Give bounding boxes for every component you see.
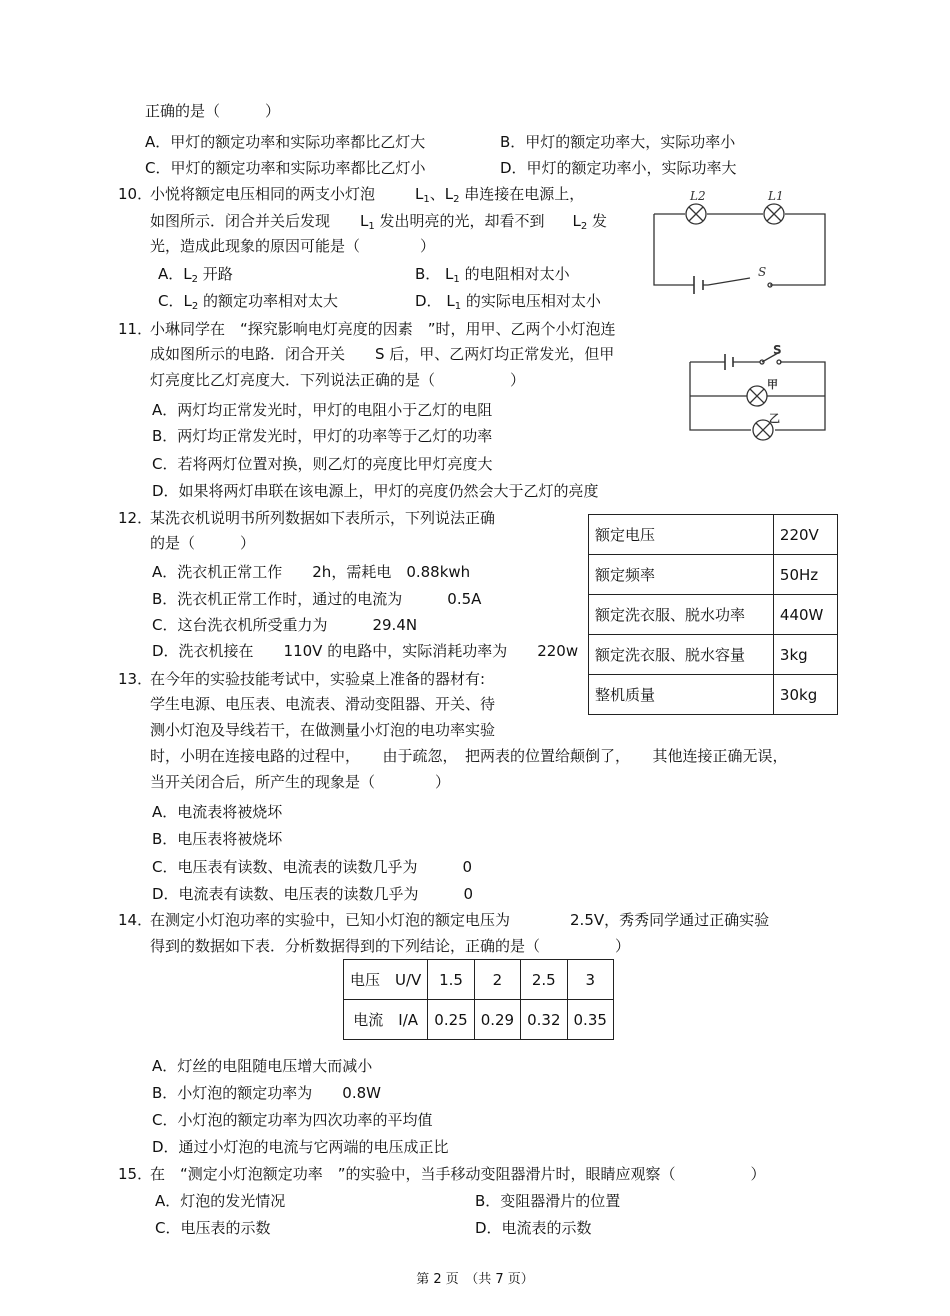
q9-option-d: D．甲灯的额定功率小，实际功率大 [500, 159, 737, 177]
q10-stem-line2: 如图所示．闭合并关后发现 $L_1$ 发出明亮的光，却看不到 $L_2$ 发 [150, 212, 608, 232]
q12-number: 12． [118, 509, 153, 527]
q9-stem-tail: 正确的是（ ） [145, 102, 281, 120]
q15-option-d: D．电流表的示数 [475, 1219, 592, 1237]
q12-option-d: D．洗衣机接在 110V 的电路中，实际消耗功率为 220w [152, 642, 579, 660]
q14-option-d: D．通过小灯泡的电流与它两端的电压成正比 [152, 1138, 449, 1156]
q14-stem-line2: 得到的数据如下表．分析数据得到的下列结论，正确的是（ ） [150, 937, 631, 955]
table-row: 整机质量 30kg [589, 675, 838, 715]
label-s: S [773, 343, 782, 357]
q13-option-b: B．电压表将被烧坏 [152, 830, 283, 848]
table-row: 额定电压 220V [589, 515, 838, 555]
q12-option-b: B．洗衣机正常工作时，通过的电流为 0.5A [152, 590, 482, 608]
battery-icon [694, 276, 703, 294]
table-row: 电压 U/V 1.5 2 2.5 3 [344, 960, 614, 1000]
label-l1: L1 [768, 189, 784, 203]
q9-option-c: C．甲灯的额定功率和实际功率都比乙灯小 [145, 159, 426, 177]
q13-option-a: A．电流表将被烧坏 [152, 803, 283, 821]
q10-option-a: A．$L_2$ 开路 [158, 265, 233, 285]
q11-circuit-diagram [685, 342, 830, 442]
q13-stem-line4: 时，小明在连接电路的过程中， 由于疏忽， 把两表的位置给颠倒了， 其他连接正确无误， [150, 747, 788, 765]
q15-number: 15． [118, 1165, 153, 1183]
q11-option-d: D．如果将两灯串联在该电源上，甲灯的亮度仍然会大于乙灯的亮度 [152, 482, 599, 500]
q11-option-c: C．若将两灯位置对换，则乙灯的亮度比甲灯亮度大 [152, 455, 493, 473]
q15-option-a: A．灯泡的发光情况 [155, 1192, 286, 1210]
q15-stem-line1: 在 “测定小灯泡额定功率 ”的实验中，当手移动变阻器滑片时，眼睛应观察（ ） [150, 1165, 766, 1183]
q15-option-c: C．电压表的示数 [155, 1219, 271, 1237]
q10-stem-line3: 光，造成此现象的原因可能是（ ） [150, 237, 436, 255]
q11-stem-line3: 灯亮度比乙灯亮度大．下列说法正确的是（ ） [150, 371, 526, 389]
label-yi: 乙 [769, 412, 780, 425]
q10-option-d: D． $L_1$ 的实际电压相对太小 [415, 292, 601, 312]
q11-option-a: A．两灯均正常发光时，甲灯的电阻小于乙灯的电阻 [152, 401, 493, 419]
page-footer: 第 2 页 （共 7 页） [416, 1272, 534, 1287]
q11-number: 11． [118, 320, 153, 338]
q13-stem-line1: 在今年的实验技能考试中，实验桌上准备的器材有: [150, 670, 486, 688]
table-row: 额定洗衣服、脱水功率 440W [589, 595, 838, 635]
q12-stem-line2: 的是（ ） [150, 534, 256, 552]
q10-circuit-diagram [650, 190, 830, 300]
q14-stem-line1: 在测定小灯泡功率的实验中，已知小灯泡的额定电压为 2.5V，秀秀同学通过正确实验 [150, 911, 770, 929]
q11-stem-line1: 小琳同学在 “探究影响电灯亮度的因素 ”时，用甲、乙两个小灯泡连 [150, 320, 616, 338]
q12-stem-line1: 某洗衣机说明书所列数据如下表所示，下列说法正确 [150, 509, 496, 527]
table-row: 电流 I/A 0.25 0.29 0.32 0.35 [344, 1000, 614, 1040]
q10-option-c: C．$L_2$ 的额定功率相对太大 [158, 292, 338, 312]
q13-number: 13． [118, 670, 153, 688]
q10-stem-line1: 小悦将额定电压相同的两支小灯泡 $L_1$、$L_2$ 串连接在电源上， [150, 185, 585, 205]
table-row: 额定洗衣服、脱水容量 3kg [589, 635, 838, 675]
q11-stem-line2: 成如图所示的电路．闭合开关 S 后，甲、乙两灯均正常发光，但甲 [150, 345, 615, 363]
table-row: 额定频率 50Hz [589, 555, 838, 595]
label-jia: 甲 [767, 378, 778, 391]
battery-icon [725, 354, 733, 370]
q13-stem-line5: 当开关闭合后，所产生的现象是（ ） [150, 773, 451, 791]
q14-option-c: C．小灯泡的额定功率为四次功率的平均值 [152, 1111, 433, 1129]
q12-spec-table [588, 514, 838, 715]
q14-data-table [343, 959, 614, 1040]
q12-option-a: A．洗衣机正常工作 2h，需耗电 0.88kwh [152, 563, 471, 581]
q15-option-b: B．变阻器滑片的位置 [475, 1192, 621, 1210]
q10-option-b: B． $L_1$ 的电阻相对太小 [415, 265, 570, 285]
q13-option-d: D．电流表有读数、电压表的读数几乎为 0 [152, 885, 474, 903]
q9-option-b: B．甲灯的额定功率大，实际功率小 [500, 133, 736, 151]
label-s: S [758, 265, 767, 279]
q10-number: 10． [118, 185, 153, 203]
q11-option-b: B．两灯均正常发光时，甲灯的功率等于乙灯的功率 [152, 427, 493, 445]
q13-option-c: C．电压表有读数、电流表的读数几乎为 0 [152, 858, 473, 876]
label-l2: L2 [690, 189, 706, 203]
q14-option-a: A．灯丝的电阻随电压增大而减小 [152, 1057, 373, 1075]
q12-option-c: C．这台洗衣机所受重力为 29.4N [152, 616, 418, 634]
q9-option-a: A．甲灯的额定功率和实际功率都比乙灯大 [145, 133, 426, 151]
q13-stem-line2: 学生电源、电压表、电流表、滑动变阻器、开关、待 [150, 695, 496, 713]
q14-number: 14． [118, 911, 153, 929]
q13-stem-line3: 测小灯泡及导线若干，在做测量小灯泡的电功率实验 [150, 721, 496, 739]
q14-option-b: B．小灯泡的额定功率为 0.8W [152, 1084, 381, 1102]
